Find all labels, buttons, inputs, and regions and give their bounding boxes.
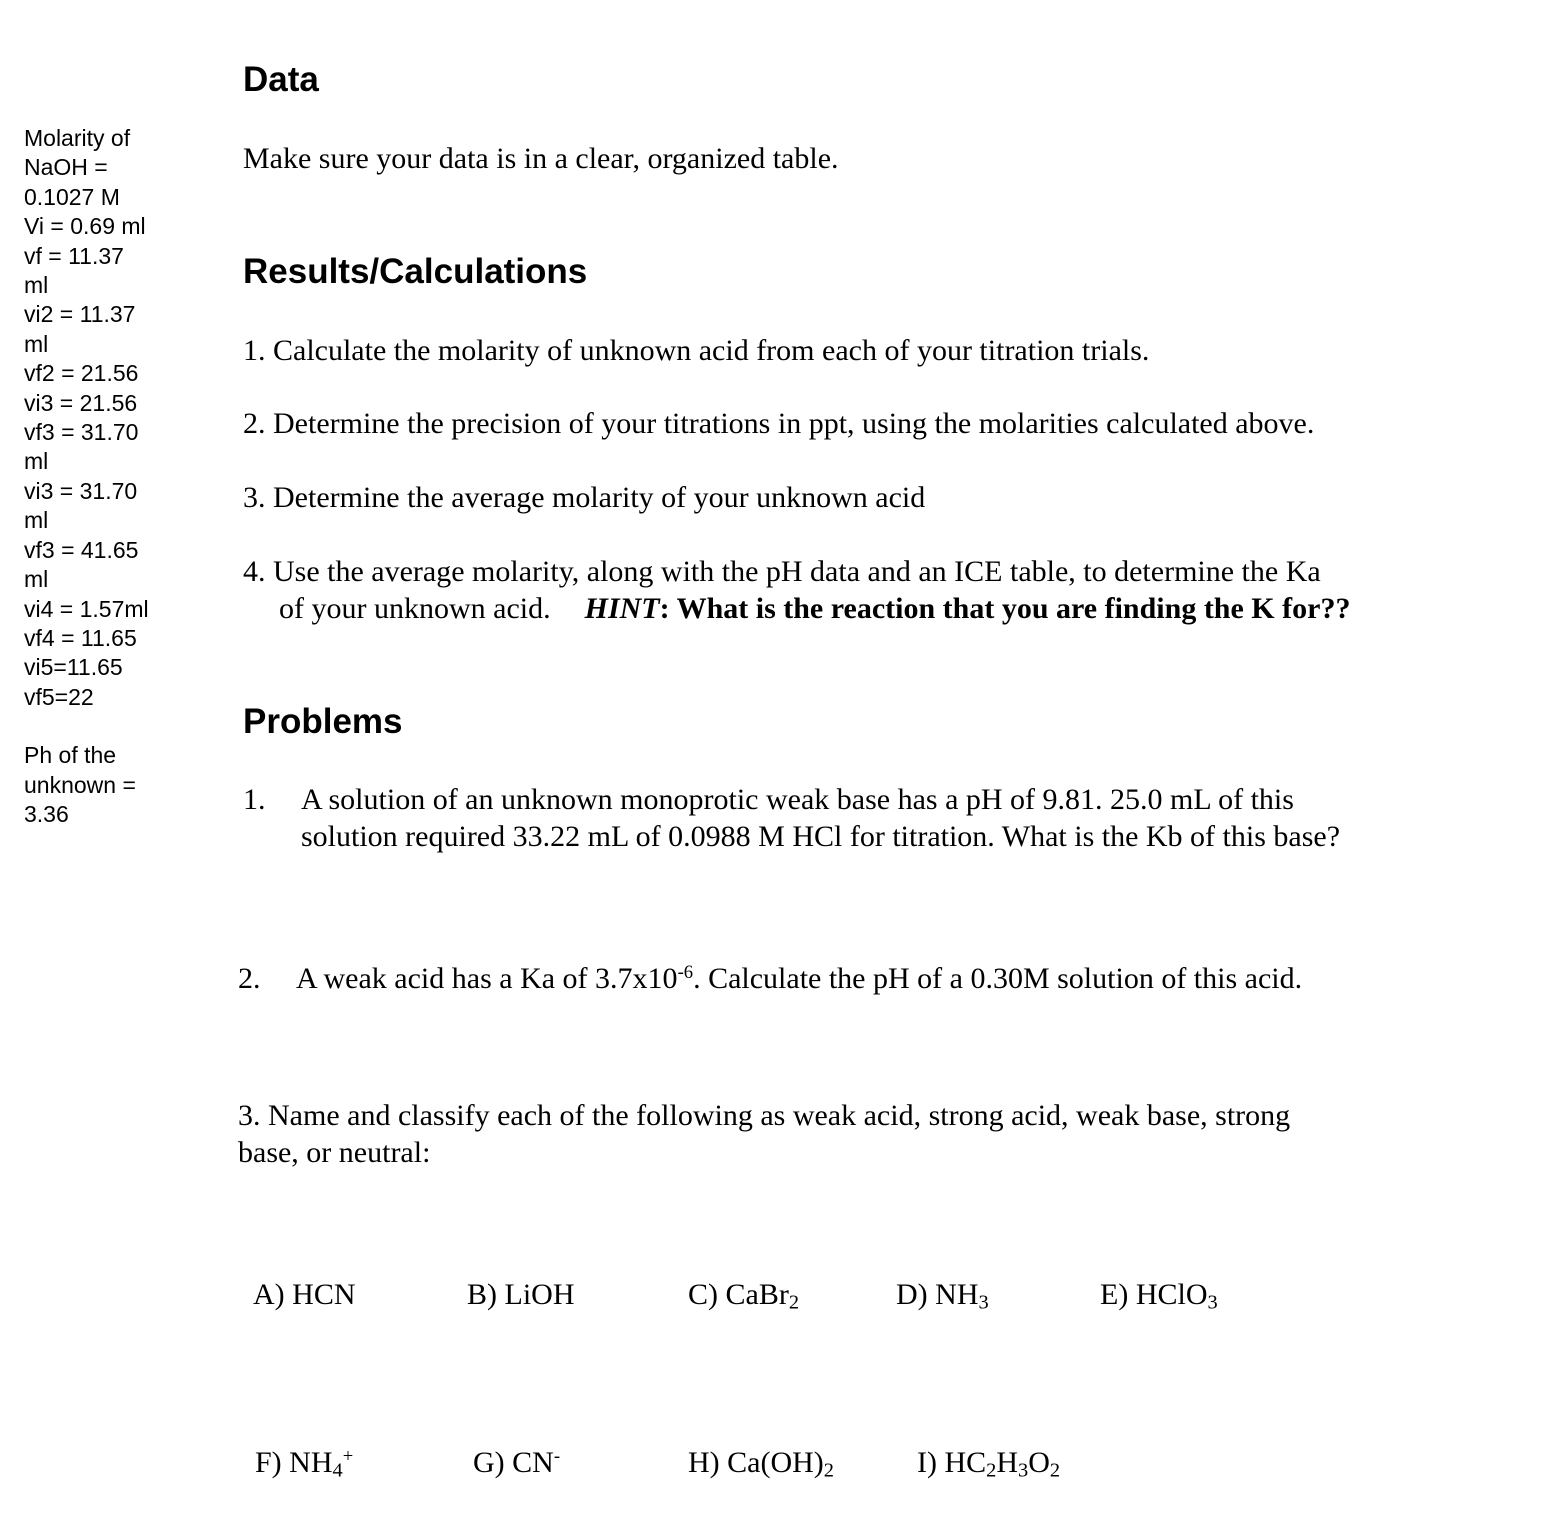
compound-f-formula: F) NH	[255, 1446, 333, 1479]
results-question-4-text: of your unknown acid.	[279, 592, 551, 625]
compound-f	[255, 1446, 353, 1480]
subscript: 3	[1207, 1291, 1218, 1314]
side-note-gap	[24, 712, 174, 741]
side-notes	[24, 124, 174, 829]
subscript: 2	[823, 1459, 834, 1482]
side-note-line: vf5=22	[24, 683, 94, 710]
side-note-line: ml	[24, 507, 49, 534]
side-note-line: vf = 11.37	[24, 242, 124, 269]
results-question-4-line1: 4. Use the average molarity, along with the pH data and an ICE table, to determine the Ka	[243, 555, 1321, 588]
side-note-line: vi3 = 31.70	[24, 477, 138, 504]
problem-2-text-b: . Calculate the pH of a 0.30M solution of this acid.	[693, 962, 1303, 995]
results-question-2: 2. Determine the precision of your titrations in ppt, using the molarities calculated above.	[243, 407, 1315, 440]
problem-3-line2: base, or neutral:	[238, 1136, 431, 1169]
compound-h	[688, 1446, 834, 1480]
problem-1-line1: A solution of an unknown monoprotic weak base has a pH of 9.81. 25.0 mL of this	[301, 783, 1294, 816]
side-note-line: Vi = 0.69 ml	[24, 213, 146, 240]
compound-i-formula: I) HC	[917, 1446, 987, 1479]
problem-1-line2: solution required 33.22 mL of 0.0988 M HCl for titration. What is the Kb of this base?	[301, 820, 1341, 853]
side-note-line: Molarity of	[24, 125, 131, 151]
ph-note-line: 3.36	[24, 800, 69, 827]
compound-d	[896, 1278, 989, 1312]
problems-heading: Problems	[243, 702, 403, 741]
problem-2-number: 2.	[238, 962, 261, 995]
side-note-line: ml	[24, 272, 49, 299]
subscript: 3	[978, 1291, 989, 1314]
ph-note-line: unknown =	[24, 771, 136, 798]
subscript: 3	[1018, 1459, 1029, 1482]
side-note-line: NaOH =	[24, 154, 108, 181]
results-heading: Results/Calculations	[243, 252, 588, 291]
problem-3	[238, 1097, 1290, 1171]
side-note-line: vi5=11.65	[24, 654, 123, 681]
subscript: 2	[1049, 1459, 1061, 1482]
hint-label: HINT	[584, 592, 660, 625]
compound-c-formula: C) CaBr	[688, 1278, 789, 1311]
compound-c	[688, 1278, 799, 1312]
charge: -	[553, 1445, 561, 1467]
side-note-line: vi3 = 21.56	[24, 389, 138, 416]
hint-text: : What is the reaction that you are finding the K for??	[659, 592, 1351, 625]
side-note-line: vf2 = 21.56	[24, 360, 139, 387]
compound-h-formula: H) Ca(OH)	[688, 1446, 824, 1479]
side-note-line: vf4 = 11.65	[24, 624, 137, 651]
compound-a: A) HCN	[253, 1278, 356, 1311]
data-instruction: Make sure your data is in a clear, organized table.	[243, 142, 839, 175]
results-question-4	[243, 553, 1350, 627]
compound-e-formula: E) HClO	[1100, 1278, 1208, 1311]
problem-2-text	[238, 960, 1302, 997]
compound-d-formula: D) NH	[896, 1278, 979, 1311]
side-note-line: vi4 = 1.57ml	[24, 595, 149, 622]
side-note-line: 0.1027 M	[24, 183, 120, 210]
compound-i	[917, 1446, 1060, 1480]
side-note-line: ml	[24, 330, 49, 357]
results-question-4-line2	[243, 590, 1350, 627]
compound-g-formula: G) CN	[473, 1446, 554, 1479]
compound-e	[1100, 1278, 1218, 1312]
problem-2-text-a: A weak acid has a Ka of 3.7x10	[296, 962, 678, 995]
charge: +	[342, 1445, 354, 1467]
problem-2-exponent: -6	[677, 961, 694, 983]
results-question-1: 1. Calculate the molarity of unknown acid from each of your titration trials.	[243, 334, 1150, 367]
compound-g	[473, 1446, 560, 1480]
side-note-line: ml	[24, 566, 49, 593]
data-heading: Data	[243, 60, 319, 99]
problem-2	[238, 960, 1302, 997]
subscript: 2	[986, 1459, 997, 1482]
side-note-line: ml	[24, 448, 49, 475]
side-note-line: vf3 = 31.70	[24, 419, 139, 446]
results-question-3: 3. Determine the average molarity of your unknown acid	[243, 481, 926, 514]
compound-i-formula: O	[1028, 1446, 1050, 1479]
compound-b: B) LiOH	[467, 1278, 575, 1311]
problem-1-number: 1.	[243, 783, 266, 816]
compound-i-formula: H	[996, 1446, 1019, 1479]
subscript: 4	[332, 1459, 343, 1482]
side-note-line: vi2 = 11.37	[24, 301, 136, 328]
problem-1	[243, 781, 1340, 855]
side-note-line: vf3 = 41.65	[24, 536, 139, 563]
subscript: 2	[788, 1291, 800, 1314]
problem-3-line1: 3. Name and classify each of the following as weak acid, strong acid, weak base, strong	[238, 1099, 1291, 1132]
ph-note-line: Ph of the	[24, 742, 117, 769]
